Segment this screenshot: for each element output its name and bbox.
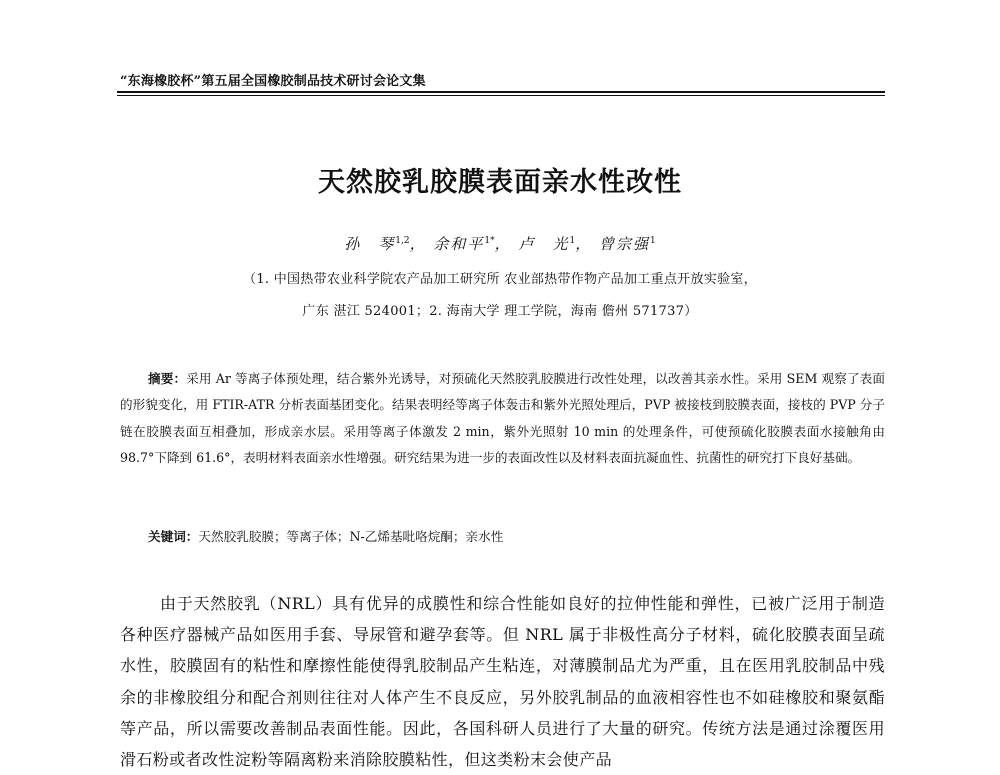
keywords-text: 天然胶乳胶膜；等离子体；N-乙烯基吡咯烷酮；亲水性	[198, 529, 504, 544]
affiliation-line-1: （1. 中国热带农业科学院农产品加工研究所 农业部热带作物产品加工重点开放实验室，	[243, 272, 757, 287]
author-name: 孙 琴	[344, 235, 396, 253]
abstract-text: 采用 Ar 等离子体预处理，结合紫外光诱导，对预硫化天然胶乳胶膜进行改性处理，以改善其亲水性。采用 SEM 观察了表面的形貌变化，用 FTIR-ATR 分析表面基团变化。结果表明经等离子体轰击和紫外光照处理后，PVP 被接枝到胶膜表面，接枝的 PVP 分子链在胶膜表面互相叠加，形成亲水层。采用等离子体激发 2 min，紫外光照射 10 min 的处理条件，可使预硫化胶膜表面水接触角由 98.7°下降到 61.6°，表明材料表面亲水性增强。研究结果为进一步的表面改性以及材料表面抗凝血性、抗菌性的研究打下良好基础。	[120, 371, 886, 465]
paper-title: 天然胶乳胶膜表面亲水性改性	[318, 167, 682, 198]
author-line: 孙 琴$^{1,2}$， 余和平$^{1*}$， 卢 光$^1$， 曾宗强$^1$	[344, 235, 656, 253]
keywords	[148, 524, 885, 550]
author-name: 卢 光	[518, 235, 570, 253]
header-rule-thick	[117, 91, 885, 93]
header-rule-thin	[117, 95, 885, 96]
affiliation-line-2: 广东 湛江 524001；2. 海南大学 理工学院，海南 儋州 571737）	[302, 304, 698, 319]
author-affiliation-mark: 1	[649, 236, 656, 246]
author-name: 曾宗强	[598, 235, 650, 253]
author-affiliation-mark: 1*	[484, 236, 495, 246]
running-header: “东海橡胶杯”第五届全国橡胶制品技术研讨会论文集	[120, 74, 426, 89]
body-paragraph: 由于天然胶乳（NRL）具有优异的成膜性和综合性能如良好的拉伸性能和弹性，已被广泛用于制造各种医疗器械产品如医用手套、导尿管和避孕套等。但 NRL 属于非极性高分子材料，硫化胶膜表面呈疏水性，胶膜固有的粘性和摩擦性能使得乳胶制品产生粘连，对薄膜制品尤为严重，且在医用乳胶制品中残余的非橡胶组分和配合剂则往往对人体产生不良反应，另外胶乳制品的血液相容性也不如硅橡胶和聚氨酯等产品，所以需要改善制品表面性能。因此，各国科研人员进行了大量的研究。传统方法是通过涂覆医用滑石粉或者改性淀粉等隔离粉来消除胶膜粘性，但这类粉末会使产品	[120, 594, 885, 770]
abstract-label: 摘要：	[148, 371, 187, 386]
author-affiliation-mark: 1,2	[395, 236, 410, 246]
author-name: 余和平	[433, 235, 485, 253]
author-affiliation-mark: 1	[569, 236, 576, 246]
abstract	[120, 366, 885, 471]
keywords-label: 关键词：	[148, 529, 199, 544]
